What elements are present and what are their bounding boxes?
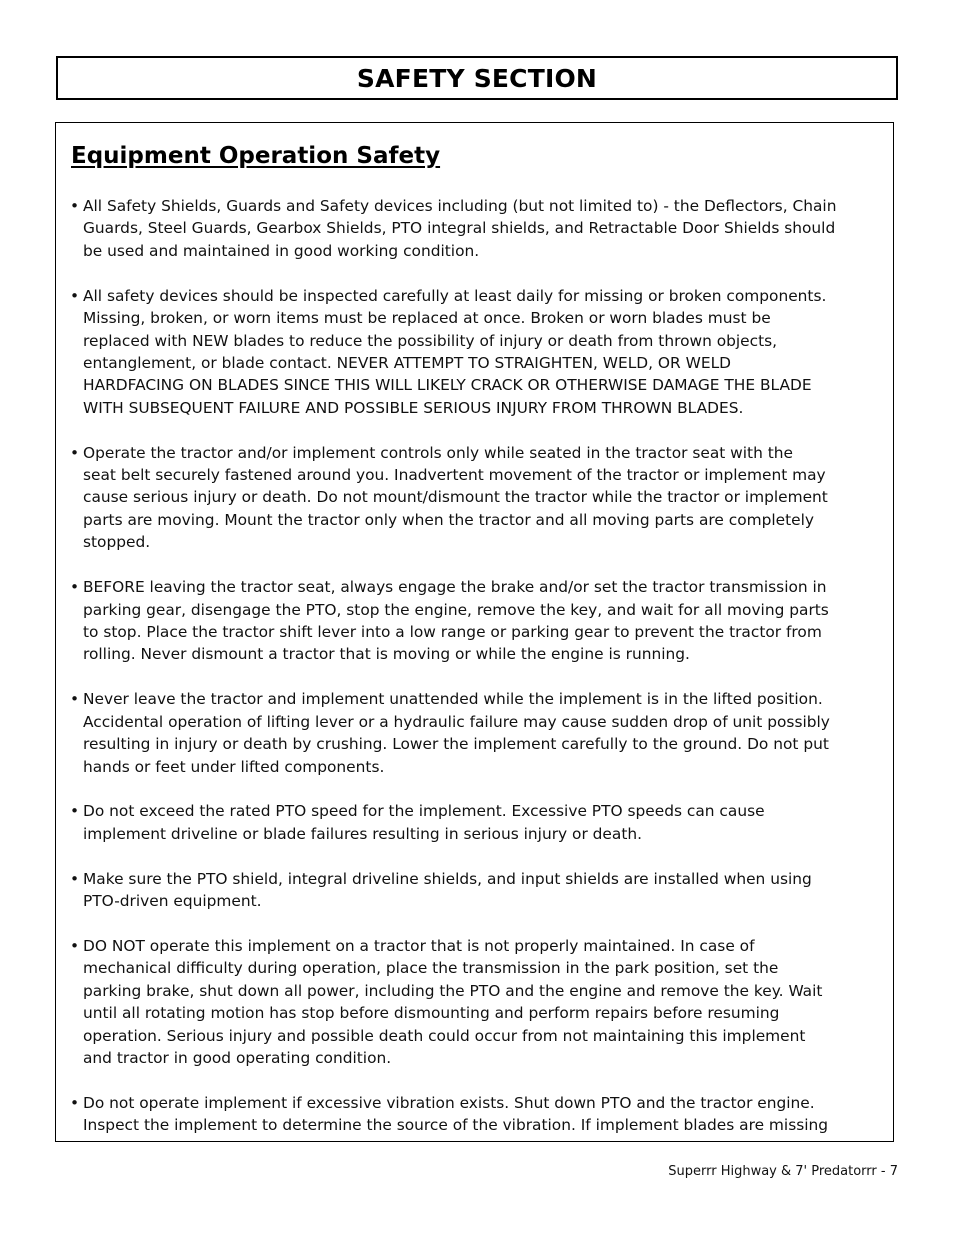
page-footer: Superrr Highway & 7' Predatorrr - 7 (668, 1164, 898, 1179)
list-item-text: DO NOT operate this implement on a tractor that is not properly maintained. In case of mechanical difficulty during operation, place the transmission in the park position, set the parking brake, shut down all power, including the PTO and the engine and remove the key. Wait until all rotating motion has stop before dismounting and perform repairs before resuming operation. Serious injury and possible death could occur from not maintaining this implement and tractor in good operating condition. (83, 937, 823, 1068)
bullet-icon: • (70, 1094, 80, 1112)
list-item-text: All safety devices should be inspected carefully at least daily for missing or broken components. Missing, broken, or worn items must be replaced at once. Broken or worn blades must be replaced with NEW blades to reduce the possibility of injury or death from thrown objects, entanglement, or blade contact. NEVER ATTEMPT TO STRAIGHTEN, WELD, OR WELD HARDFACING ON BLADES SINCE THIS WILL LIKELY CRACK OR OTHERWISE DAMAGE THE BLADE WITH SUBSEQUENT FAILURE AND POSSIBLE SERIOUS INJURY FROM THROWN BLADES. (83, 286, 827, 417)
bullet-icon: • (70, 443, 80, 462)
page-title: SAFETY SECTION (356, 63, 598, 93)
bullet-icon: • (70, 937, 80, 956)
list-item (70, 800, 882, 845)
list-item (70, 576, 882, 666)
bullet-icon: • (70, 690, 80, 709)
list-item-text: Do not operate implement if excessive vibration exists. Shut down PTO and the tractor engine. Inspect the implement to determine the source of the vibration. If implement blades are missing (83, 1094, 829, 1135)
section-title: Equipment Operation Safety (71, 143, 441, 169)
bullet-icon: • (70, 197, 80, 215)
list-item (70, 285, 882, 419)
bullet-icon: • (70, 286, 80, 305)
list-item-text: Operate the tractor and/or implement controls only while seated in the tractor seat with the seat belt securely fastened around you. Inadvertent movement of the tractor or implement may cause serious injury or death. Do not mount/dismount the tractor while the tractor or implement parts are moving. Mount the tractor only when the tractor and all moving parts are completely stopped. (83, 443, 828, 552)
bullet-icon: • (70, 869, 80, 888)
list-item-text: Make sure the PTO shield, integral driveline shields, and input shields are installed when using PTO-driven equipment. (83, 869, 812, 911)
list-item (70, 1092, 882, 1137)
list-item (70, 688, 882, 778)
safety-bullet-list (70, 195, 882, 1142)
list-item (70, 195, 882, 262)
list-item (70, 935, 882, 1069)
section-header (56, 56, 898, 100)
list-item-text: Do not exceed the rated PTO speed for the implement. Excessive PTO speeds can cause implement driveline or blade failures resulting in serious injury or death. (83, 802, 765, 843)
list-item-text: All Safety Shields, Guards and Safety devices including (but not limited to) - the Deflectors, Chain Guards, Steel Guards, Gearbox Shields, PTO integral shields, and Retractable Door Shields should be used and maintained in good working condition. (83, 197, 837, 260)
list-item-text: Never leave the tractor and implement unattended while the implement is in the lifted position. Accidental operation of lifting lever or a hydraulic failure may cause sudden drop of unit possibly resulting in injury or death by crushing. Lower the implement carefully to the ground. Do not put hands or feet under lifted components. (83, 690, 830, 776)
bullet-icon: • (70, 578, 80, 597)
list-item-text: BEFORE leaving the tractor seat, always engage the brake and/or set the tractor transmission in parking gear, disengage the PTO, stop the engine, remove the key, and wait for all moving parts to stop. Place the tractor shift lever into a low range or parking gear to prevent the tractor from rolling. Never dismount a tractor that is moving or while the engine is running. (83, 578, 829, 664)
list-item (70, 442, 882, 554)
list-item (70, 868, 882, 913)
bullet-icon: • (70, 802, 80, 821)
content-panel (55, 122, 894, 1142)
